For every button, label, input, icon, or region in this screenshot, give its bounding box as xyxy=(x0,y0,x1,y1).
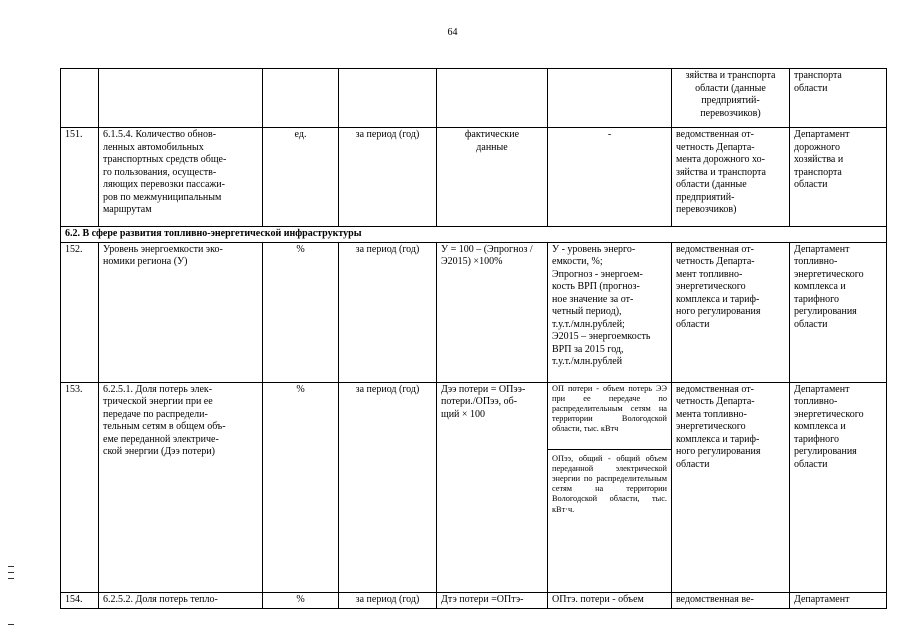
cell-method xyxy=(437,69,548,128)
table-row-154 xyxy=(61,592,887,608)
cell-name: Уровень энергоемкости эко- номики региона (У) xyxy=(99,242,263,382)
cell-num: 153. xyxy=(61,382,99,592)
cell-vars: - xyxy=(548,128,672,227)
cell-num: 152. xyxy=(61,242,99,382)
cell-period: за период (год) xyxy=(339,592,437,608)
cell-method: Дээ потери = ОПээ- потери./ОПээ, об- щий × 100 xyxy=(437,382,548,592)
table-row-151 xyxy=(61,128,887,227)
cell-period xyxy=(339,69,437,128)
cell-unit xyxy=(263,69,339,128)
cell-period: за период (год) xyxy=(339,382,437,592)
cell-num: 154. xyxy=(61,592,99,608)
cell-vars: ОПтэ. потери - объем xyxy=(548,592,672,608)
cell-unit: ед. xyxy=(263,128,339,227)
cell-unit: % xyxy=(263,382,339,592)
cell-method: фактические данные xyxy=(437,128,548,227)
vars-total-definition: ОПээ, общий - общий объем переданной электрической энергии по распределительным сетям на территории Вологодской области, тыс. кВт·ч. xyxy=(548,449,671,515)
cell-source: ведомственная от- четность Департа- мента топливно- энергетического комплекса и тариф- ного регулирования области xyxy=(672,382,790,592)
scan-margin-mark xyxy=(8,624,14,625)
scan-margin-mark xyxy=(8,566,14,567)
cell-responsible: транспорта области xyxy=(790,69,887,128)
cell-responsible: Департамент топливно- энергетического комплекса и тарифного регулирования области xyxy=(790,242,887,382)
cell-unit: % xyxy=(263,592,339,608)
cell-name: 6.2.5.1. Доля потерь элек- трической энергии при ее передаче по распредели- тельным сетям в общем объ- еме переданной электриче- ской энергии (Дээ потери) xyxy=(99,382,263,592)
cell-name xyxy=(99,69,263,128)
cell-responsible: Департамент xyxy=(790,592,887,608)
cell-vars: У - уровень энерго- емкости, %; Эпрогноз - энергоем- кость ВРП (прогноз- ное значение за от- четный период), т.у.т./млн.рублей; Э2015 – энергоемкость ВРП за 2015 год, т.у.т./млн.рублей xyxy=(548,242,672,382)
cell-source: ведомственная ве- xyxy=(672,592,790,608)
section-heading: 6.2. В сфере развития топливно-энергетической инфраструктуры xyxy=(61,227,887,243)
indicators-table-wrapper xyxy=(60,68,886,609)
cell-responsible: Департамент дорожного хозяйства и транспорта области xyxy=(790,128,887,227)
cell-responsible: Департамент топливно- энергетического комплекса и тарифного регулирования области xyxy=(790,382,887,592)
cell-name: 6.1.5.4. Количество обнов- ленных автомобильных транспортных средств обще- го пользования, осуществ- ляющих перевозки пассажи- ров по межмуниципальным маршрутам xyxy=(99,128,263,227)
cell-source: ведомственная от- четность Департа- мента дорожного хо- зяйства и транспорта области (данные предприятий- перевозчиков) xyxy=(672,128,790,227)
scan-margin-mark xyxy=(8,572,14,573)
indicators-table xyxy=(60,68,887,609)
cell-source: зяйства и транспорта области (данные предприятий- перевозчиков) xyxy=(672,69,790,128)
cell-num: 151. xyxy=(61,128,99,227)
cell-period: за период (год) xyxy=(339,128,437,227)
cell-source: ведомственная от- четность Департа- мент топливно- энергетического комплекса и тариф- ного регулирования области xyxy=(672,242,790,382)
page-number: 64 xyxy=(447,27,458,38)
table-row-152 xyxy=(61,242,887,382)
cell-vars xyxy=(548,382,672,592)
cell-unit: % xyxy=(263,242,339,382)
table-row-section xyxy=(61,227,887,243)
table-row-153 xyxy=(61,382,887,592)
table-row-continuation xyxy=(61,69,887,128)
scan-margin-mark xyxy=(8,578,14,579)
cell-method: У = 100 – (Эпрогноз / Э2015) ×100% xyxy=(437,242,548,382)
cell-method: Дтэ потери =ОПтэ- xyxy=(437,592,548,608)
cell-vars xyxy=(548,69,672,128)
cell-num xyxy=(61,69,99,128)
vars-losses-definition: ОП потери - объем потерь ЭЭ при ее передаче по распределительным сетям на территории Вологодской области, тыс. кВтч xyxy=(552,383,667,434)
cell-name: 6.2.5.2. Доля потерь тепло- xyxy=(99,592,263,608)
cell-period: за период (год) xyxy=(339,242,437,382)
